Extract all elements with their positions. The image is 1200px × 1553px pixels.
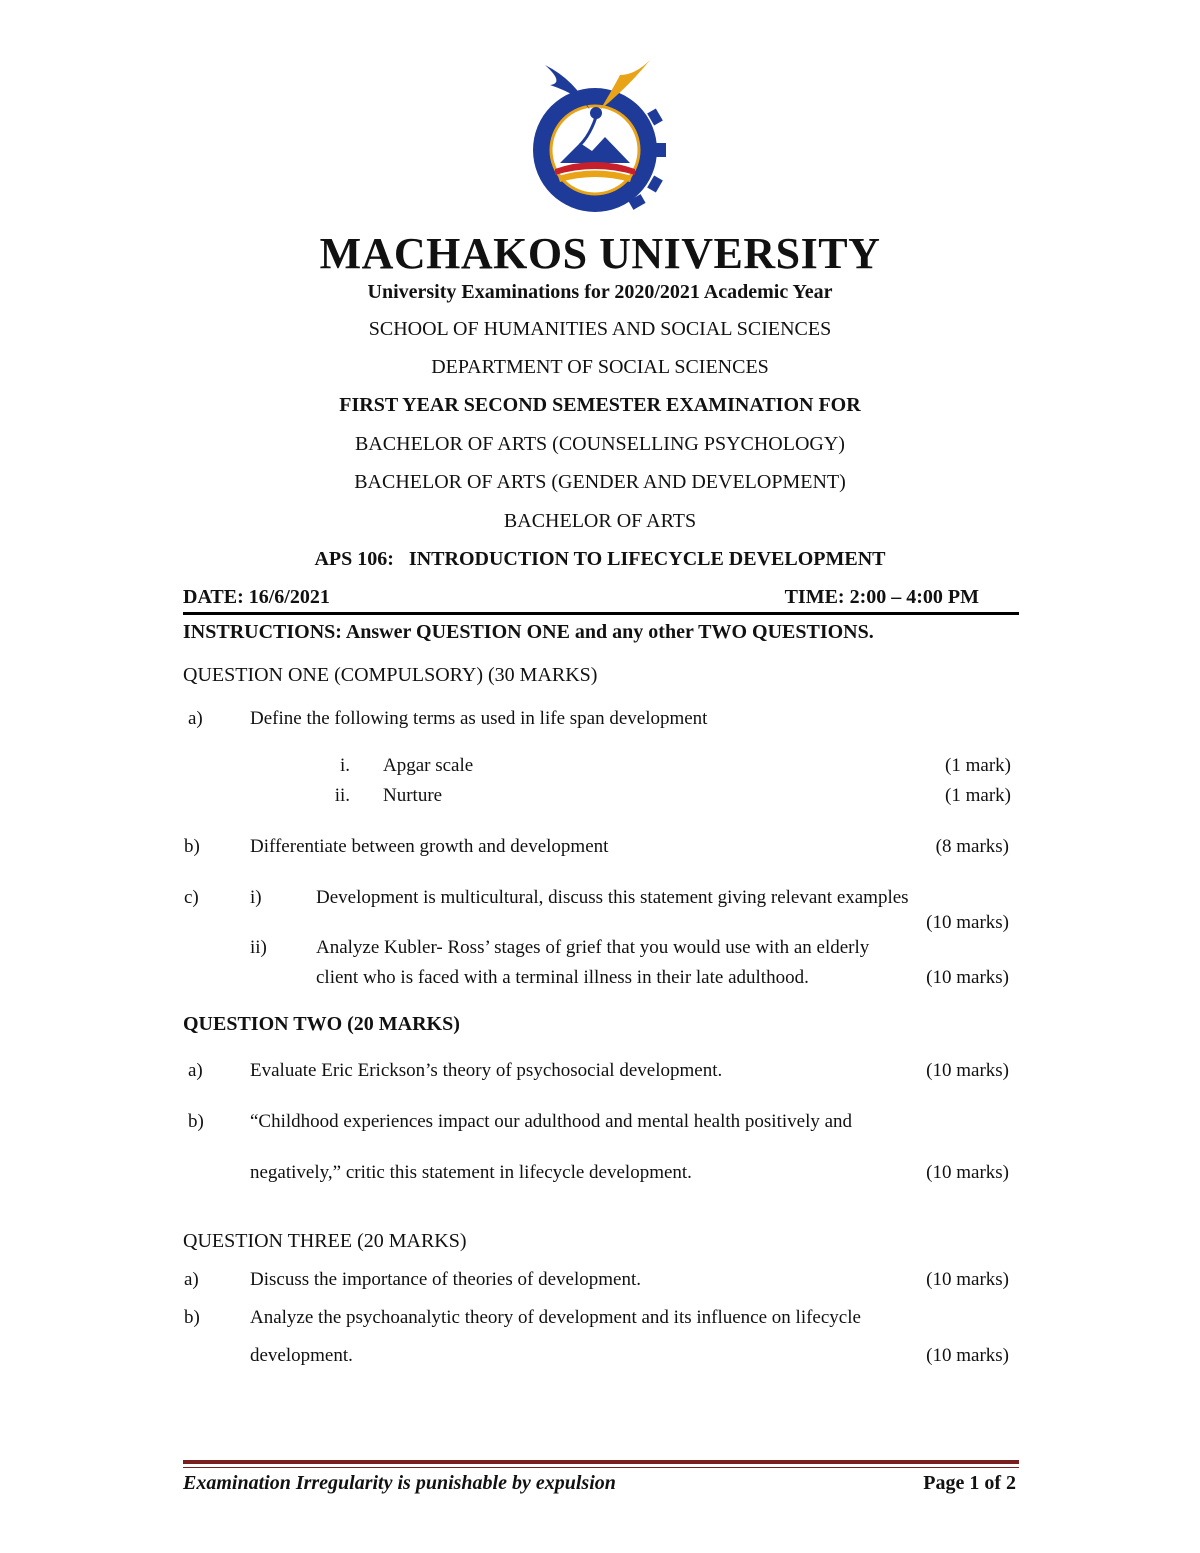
q3-a-label: a) — [184, 1269, 199, 1290]
q2-b-marks: (10 marks) — [926, 1162, 1009, 1183]
q1-a-ii-marks: (1 mark) — [945, 785, 1011, 806]
q2-b-text-1: “Childhood experiences impact our adulthood and mental health positively and — [250, 1111, 853, 1132]
logo-text-right — [520, 55, 526, 56]
instructions: INSTRUCTIONS: Answer QUESTION ONE and any other TWO QUESTIONS. — [183, 621, 874, 643]
q1-a-label: a) — [188, 708, 203, 729]
exam-time: TIME: 2:00 – 4:00 PM — [784, 586, 979, 608]
q3-b-marks: (10 marks) — [926, 1345, 1009, 1366]
q1-c-ii-text-2: client who is faced with a terminal illness in their late adulthood. — [316, 967, 809, 988]
q2-title: QUESTION TWO (20 MARKS) — [183, 1013, 460, 1035]
programme-1: BACHELOR OF ARTS (COUNSELLING PSYCHOLOGY) — [355, 433, 845, 455]
q2-b-text-2: negatively,” critic this statement in lifecycle development. — [250, 1162, 692, 1183]
programme-3: BACHELOR OF ARTS — [503, 510, 697, 532]
q2-a-text: Evaluate Eric Erickson’s theory of psychosocial development. — [250, 1060, 723, 1081]
q1-a-text: Define the following terms as used in life span development — [250, 708, 708, 729]
q1-c-ii-marks: (10 marks) — [926, 967, 1009, 988]
footer-divider — [183, 1460, 1019, 1464]
q3-b-label: b) — [184, 1307, 200, 1328]
programme-2: BACHELOR OF ARTS (GENDER AND DEVELOPMENT) — [354, 471, 846, 493]
q1-a-i-label: i. — [339, 755, 350, 776]
department-name: DEPARTMENT OF SOCIAL SCIENCES — [431, 356, 769, 378]
exam-date: DATE: 16/6/2021 — [183, 586, 330, 608]
q1-a-i-text: Apgar scale — [383, 755, 474, 776]
q1-c-ii-label: ii) — [250, 937, 267, 958]
exam-title: FIRST YEAR SECOND SEMESTER EXAMINATION FOR — [339, 394, 861, 416]
q1-c-i-label: i) — [250, 887, 262, 908]
q3-a-marks: (10 marks) — [926, 1269, 1009, 1290]
school-name: SCHOOL OF HUMANITIES AND SOCIAL SCIENCES — [368, 318, 832, 340]
q1-a-ii-label: ii. — [334, 785, 350, 806]
q2-a-label: a) — [188, 1060, 203, 1081]
course-title: APS 106: INTRODUCTION TO LIFECYCLE DEVELOPMENT — [314, 548, 886, 570]
footer-warning: Examination Irregularity is punishable by expulsion — [183, 1472, 616, 1494]
q1-a-i-marks: (1 mark) — [945, 755, 1011, 776]
q3-b-text-1: Analyze the psychoanalytic theory of development and its influence on lifecycle — [250, 1307, 861, 1328]
exam-year: University Examinations for 2020/2021 Academic Year — [367, 281, 833, 303]
q2-b-label: b) — [188, 1111, 204, 1132]
q3-a-text: Discuss the importance of theories of development. — [250, 1269, 641, 1290]
q1-b-marks: (8 marks) — [935, 836, 1009, 857]
header-divider — [183, 612, 1019, 615]
footer-divider-thin — [183, 1467, 1019, 1468]
q1-a-ii-text: Nurture — [383, 785, 443, 806]
q1-c-i-marks: (10 marks) — [926, 912, 1009, 933]
q1-b-label: b) — [184, 836, 200, 857]
q2-a-marks: (10 marks) — [926, 1060, 1009, 1081]
q1-b-text: Differentiate between growth and development — [250, 836, 609, 857]
q1-c-label: c) — [184, 887, 199, 908]
q1-title: QUESTION ONE (COMPULSORY) (30 MARKS) — [183, 664, 598, 686]
q1-c-ii-text-1: Analyze Kubler- Ross’ stages of grief that you would use with an elderly — [316, 937, 870, 958]
university-name: MACHAKOS UNIVERSITY — [319, 229, 881, 278]
q3-b-text-2: development. — [250, 1345, 353, 1366]
university-logo — [520, 55, 670, 220]
page-number: Page 1 of 2 — [923, 1472, 1016, 1494]
q1-c-i-text: Development is multicultural, discuss this statement giving relevant examples — [316, 887, 909, 908]
q3-title: QUESTION THREE (20 MARKS) — [183, 1230, 467, 1252]
